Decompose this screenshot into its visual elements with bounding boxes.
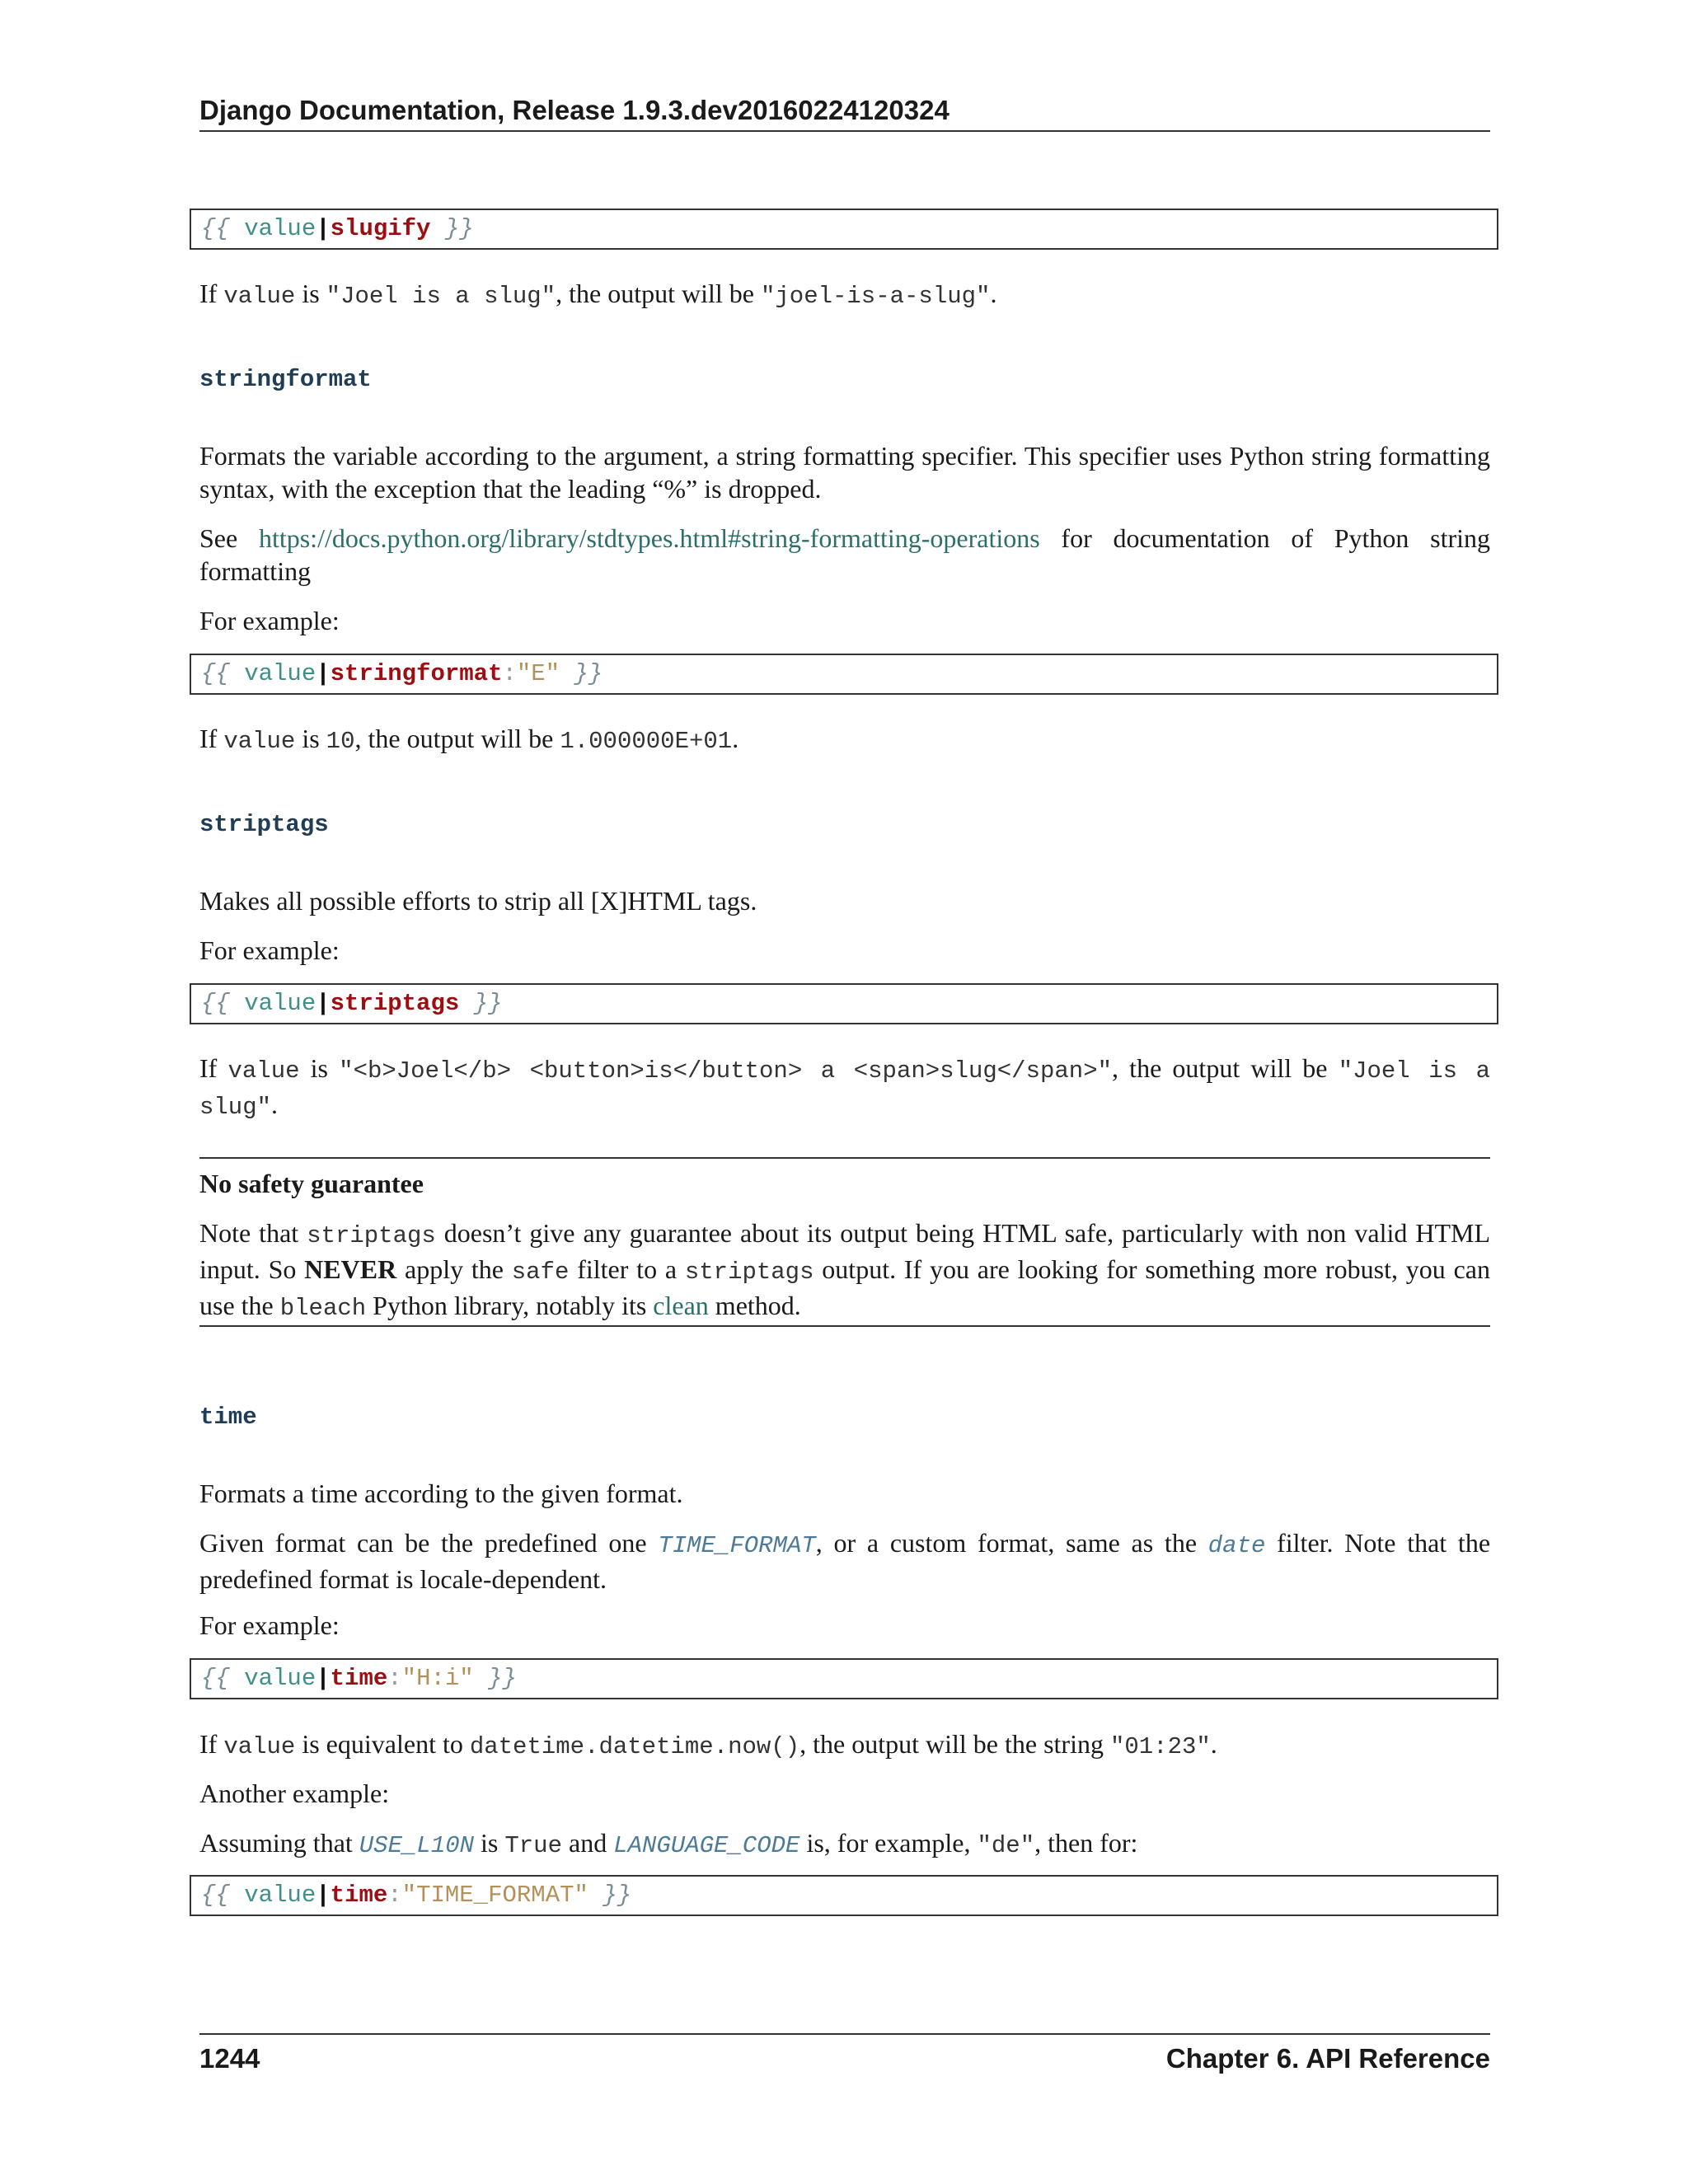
another-example-label: Another example: bbox=[199, 1779, 390, 1808]
note-title: No safety guarantee bbox=[199, 1169, 424, 1198]
example-label: For example: bbox=[199, 1610, 340, 1640]
time-result: If value is equivalent to datetime.datetime.now(), the output will be the string "01:23". bbox=[199, 1729, 1217, 1760]
date-filter-link[interactable]: date bbox=[1207, 1532, 1266, 1559]
code-block-stringformat: {{ value|stringformat:"E" }} bbox=[190, 654, 1498, 695]
code-block-time-format: {{ value|time:"TIME_FORMAT" }} bbox=[190, 1875, 1498, 1916]
code-block-striptags: {{ value|striptags }} bbox=[190, 983, 1498, 1024]
example-label: For example: bbox=[199, 935, 340, 965]
note-top-rule bbox=[199, 1157, 1490, 1159]
time-assumption: Assuming that USE_L10N is True and LANGUAGE_CODE is, for example, "de", then for: bbox=[199, 1828, 1138, 1859]
striptags-description: Makes all possible efforts to strip all [X]HTML tags. bbox=[199, 886, 757, 916]
striptags-result: If value is "<b>Joel</b> <button>is</button> a <span>slug</span>", the output will be "Joel is a slug". bbox=[199, 1053, 1491, 1121]
note-body: Note that striptags doesn’t give any guarantee about its output being HTML safe, particularly with non valid HTML input. So NEVER apply the safe filter to a striptags output. If you are looking for something more robust, you can use the bleach Python library, notably its clean method. bbox=[199, 1218, 1491, 1322]
section-heading-stringformat[interactable]: stringformat bbox=[199, 366, 372, 393]
time-format-note: Given format can be the predefined one TIME_FORMAT, or a custom format, same as the date filter. Note that the predefined format is locale-dependent. bbox=[199, 1528, 1491, 1594]
stringformat-description: Formats the variable according to the argument, a string formatting specifier. This specifier uses Python string formatting syntax, with the exception that the leading “%” is dropped. bbox=[199, 441, 1490, 504]
section-heading-striptags[interactable]: striptags bbox=[199, 811, 329, 838]
chapter-title: Chapter 6. API Reference bbox=[1165, 2043, 1490, 2074]
language-code-setting-link[interactable]: LANGUAGE_CODE bbox=[613, 1832, 800, 1859]
code-block-time: {{ value|time:"H:i" }} bbox=[190, 1658, 1498, 1699]
stringformat-result: If value is 10, the output will be 1.000000E+01. bbox=[199, 724, 739, 755]
document-page bbox=[199, 0, 1490, 2184]
footer-rule bbox=[199, 2033, 1490, 2035]
page-number: 1244 bbox=[199, 2043, 260, 2074]
use-l10n-setting-link[interactable]: USE_L10N bbox=[359, 1832, 475, 1859]
time-format-setting-link[interactable]: TIME_FORMAT bbox=[658, 1532, 816, 1559]
code-block-slugify: {{ value|slugify }} bbox=[190, 209, 1498, 250]
python-docs-link[interactable]: https://docs.python.org/library/stdtypes.html#string-formatting-operations bbox=[258, 523, 1040, 553]
running-header: Django Documentation, Release 1.9.3.dev20160224120324 bbox=[199, 94, 1490, 132]
time-description: Formats a time according to the given format. bbox=[199, 1479, 683, 1508]
example-label: For example: bbox=[199, 606, 340, 635]
slugify-result: If value is "Joel is a slug", the output will be "joel-is-a-slug". bbox=[199, 279, 997, 310]
note-bottom-rule bbox=[199, 1325, 1490, 1327]
clean-method-link[interactable]: clean bbox=[653, 1291, 709, 1320]
stringformat-see-also: See https://docs.python.org/library/stdtypes.html#string-formatting-operations for documentation of Python string formatting bbox=[199, 523, 1491, 586]
section-heading-time[interactable]: time bbox=[199, 1404, 257, 1431]
